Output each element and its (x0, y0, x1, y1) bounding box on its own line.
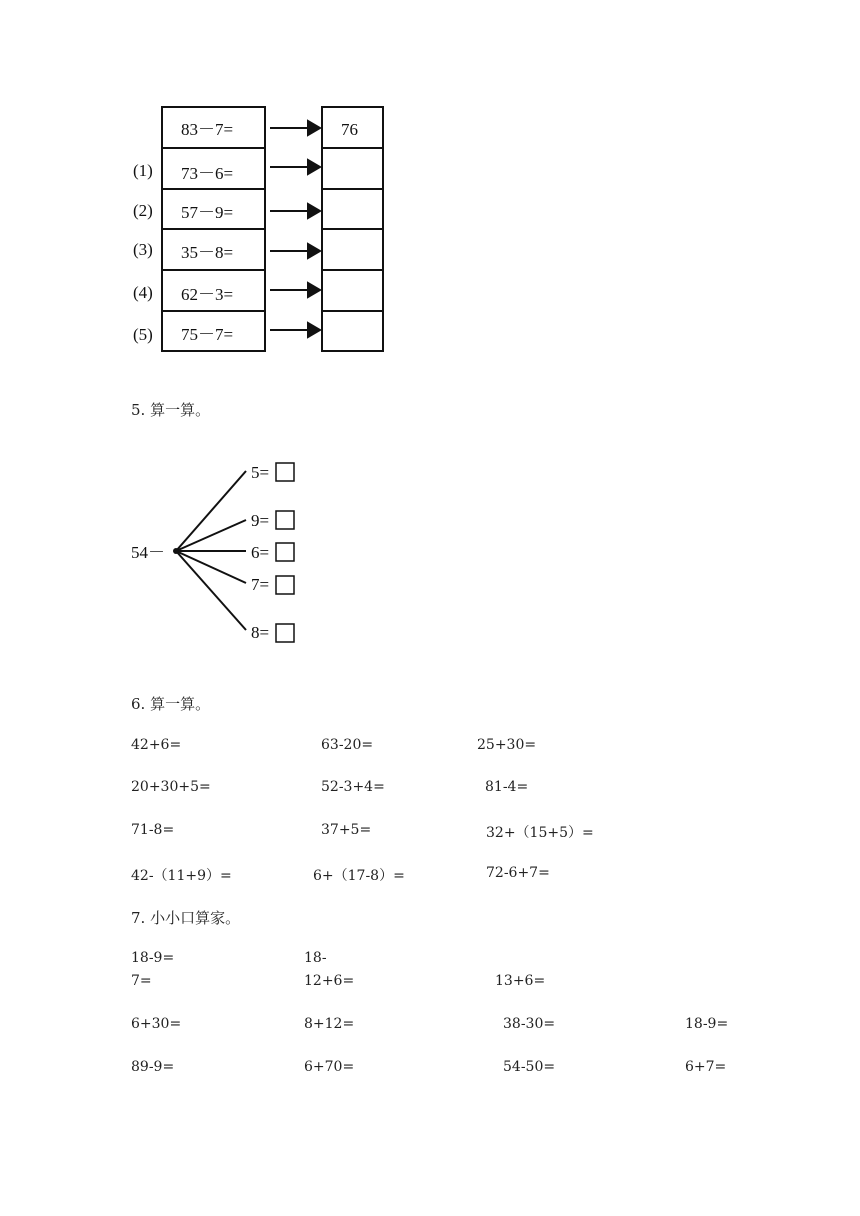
q7-heading: 7. 小小口算家。 (131, 909, 241, 927)
answer-box[interactable] (276, 624, 294, 642)
table-answer: 76 (341, 120, 358, 139)
calc-item: 81-4= (485, 779, 529, 795)
table-expr: 83－7= (181, 120, 234, 139)
answer-box[interactable] (276, 511, 294, 529)
fan-branch: 8= (251, 623, 270, 642)
calc-item: 25+30= (477, 737, 537, 753)
fan-branch: 5= (251, 463, 270, 482)
calc-item: 8+12= (304, 1016, 355, 1032)
fan-branch: 6= (251, 543, 270, 562)
table-expr: 62－3= (181, 285, 234, 304)
fan-branch: 9= (251, 511, 270, 530)
answer-box[interactable] (276, 576, 294, 594)
q5-heading: 5. 算一算。 (131, 401, 211, 419)
fan-branch: 7= (251, 575, 270, 594)
calc-item: 6+30= (131, 1016, 182, 1032)
calc-item: 18-9= (685, 1016, 729, 1032)
row-label: (2) (133, 201, 153, 220)
calc-item: 7= (131, 973, 152, 989)
calc-item: 42-（11+9）= (131, 868, 232, 884)
calc-item: 37+5= (321, 822, 372, 838)
table-expr: 73－6= (181, 164, 234, 183)
calc-item: 63-20= (321, 737, 374, 753)
calc-item: 54-50= (503, 1059, 556, 1075)
calc-item: 13+6= (495, 973, 546, 989)
fan-minuend: 54－ (131, 543, 165, 562)
table-expr: 57－9= (181, 203, 234, 222)
q6-heading: 6. 算一算。 (131, 695, 211, 713)
row-label: (5) (133, 325, 153, 344)
calc-item: 32+（15+5）= (486, 825, 594, 841)
calc-item: 89-9= (131, 1059, 175, 1075)
calc-item: 20+30+5= (131, 779, 211, 795)
calc-item: 52-3+4= (321, 779, 385, 795)
calc-item: 6+（17-8）= (313, 868, 405, 884)
calc-item: 12+6= (304, 973, 355, 989)
calc-item: 72-6+7= (486, 865, 550, 881)
calc-item: 6+7= (685, 1059, 727, 1075)
calc-item: 6+70= (304, 1059, 355, 1075)
row-label: (3) (133, 240, 153, 259)
table-expr: 75－7= (181, 325, 234, 344)
answer-box[interactable] (276, 463, 294, 481)
table-expr: 35－8= (181, 243, 234, 262)
row-label: (4) (133, 283, 153, 302)
calc-item: 42+6= (131, 737, 182, 753)
answer-box[interactable] (276, 543, 294, 561)
row-label: (1) (133, 161, 153, 180)
calc-item: 18-9= (131, 950, 175, 966)
calc-item: 18- (304, 950, 327, 966)
calc-item: 38-30= (503, 1016, 556, 1032)
calc-item: 71-8= (131, 822, 175, 838)
